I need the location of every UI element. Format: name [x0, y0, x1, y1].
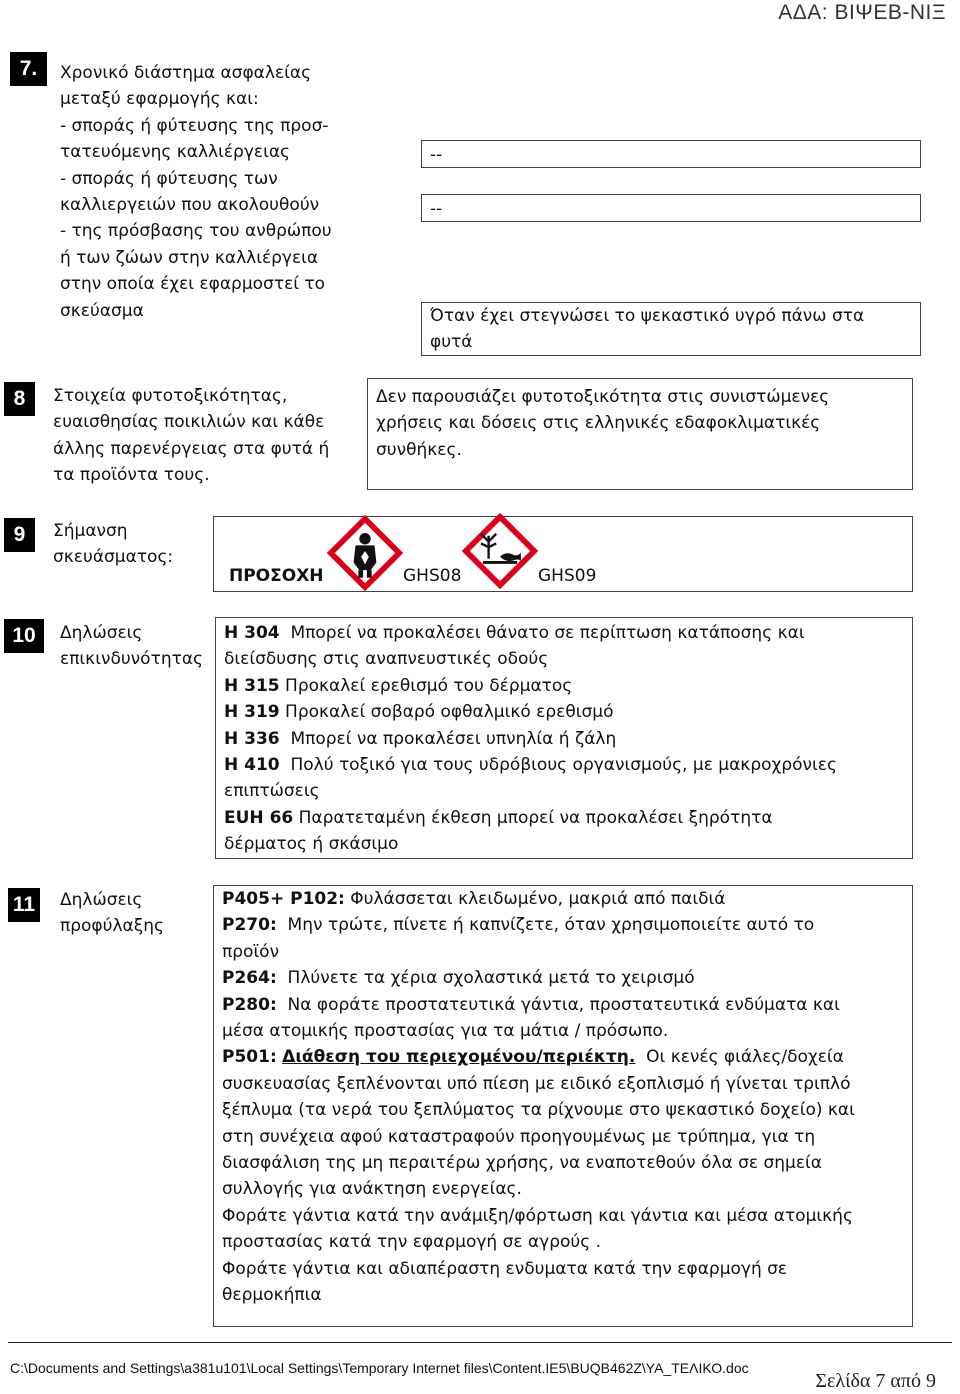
- precaution-text-cont: προϊόν: [222, 941, 280, 962]
- health-hazard-icon: [327, 515, 403, 591]
- pictogram-code-ghs08: GHS08: [403, 566, 462, 586]
- hazard-text: Μπορεί να προκαλέσει υπνηλία ή ζάλη: [290, 728, 617, 749]
- footer-file-path: C:\Documents and Settings\a381u101\Local Settings\Temporary Internet files\Content.IE5\BUQB462Z\ΥΑ_ΤΕΛΙΚΟ.doc: [10, 1360, 749, 1376]
- precaution-extra: Φοράτε γάντια και αδιαπέραστη ενδυματα κατά την εφαρμογή σε: [222, 1258, 788, 1279]
- section-number-11: 11: [8, 888, 40, 922]
- precaution-code: P501:: [222, 1047, 277, 1068]
- precaution-extra: προστασίας κατά την εφαρμογή σε αγρούς .: [222, 1232, 602, 1253]
- hazard-text: Μπορεί να προκαλέσει θάνατο σε περίπτωση κατάποσης και: [290, 623, 805, 643]
- section-number-8: 8: [4, 382, 35, 416]
- label-line: Δηλώσεις: [60, 623, 143, 643]
- hazard-statement: [224, 699, 904, 725]
- hazard-code: EUH 66: [224, 807, 294, 828]
- precaution-text-cont: στη συνέχεια αφού καταστραφούν προηγουμένως με τρύπημα, για τη: [222, 1126, 816, 1147]
- document-code: ΑΔΑ: ΒΙΨΕΒ-ΝΙΞ: [778, 1, 946, 24]
- hazard-statements-box: [215, 617, 913, 859]
- ghs08-pictogram: [327, 515, 403, 599]
- precaution-p270: P270: Μην τρώτε, πίνετε ή καπνίζετε, όταν χρησιμοποιείτε αυτό το: [222, 915, 815, 936]
- pictogram-code-ghs09: GHS09: [538, 566, 597, 586]
- precaution-code: P280:: [222, 994, 277, 1015]
- environment-hazard-icon: [462, 513, 538, 589]
- label-line: ευαισθησίας ποικιλιών και κάθε: [53, 412, 325, 433]
- section-number-10: 10: [4, 619, 44, 653]
- hazard-statement: [224, 620, 904, 646]
- value-box-crop: [421, 140, 921, 168]
- precaution-code: P270:: [222, 915, 277, 936]
- label-line: - σποράς ή φύτευσης της προσ-: [60, 115, 329, 136]
- hazard-code: H 315: [224, 675, 280, 696]
- precaution-text-cont: συσκευασίας ξεπλένονται υπό πίεση με ειδικό εξοπλισμό ή γίνεται τριπλό: [222, 1073, 851, 1094]
- precaution-p501: P501: Διάθεση του περιεχομένου/περιέκτη. Οι κενές φιάλες/δοχεία: [222, 1047, 844, 1068]
- value-line: Δεν παρουσιάζει φυτοτοξικότητα στις συνιστώμενες: [376, 387, 830, 407]
- value-crop: --: [430, 145, 443, 165]
- label-line: επικινδυνότητας: [60, 649, 204, 670]
- precaution-p405: P405+ P102: Φυλάσσεται κλειδωμένο, μακριά από παιδιά: [222, 889, 726, 909]
- hazard-text: Παρατεταμένη έκθεση μπορεί να προκαλέσει ξηρότητα: [298, 807, 773, 828]
- label-line: - της πρόσβασης του ανθρώπου: [60, 221, 332, 242]
- section-number-7: 7.: [10, 52, 47, 86]
- label-line: Χρονικό διάστημα ασφαλείας: [60, 63, 312, 83]
- label-line: - σποράς ή φύτευσης των: [60, 168, 278, 189]
- precaution-code: P405+ P102:: [222, 889, 345, 909]
- value-following: --: [430, 199, 443, 219]
- label-line: Στοιχεία φυτοτοξικότητας,: [53, 386, 288, 406]
- footer-rule: [8, 1342, 952, 1343]
- label-line: σκεύασμα: [60, 300, 144, 321]
- value-line: χρήσεις και δόσεις στις ελληνικές εδαφοκλιματικές: [376, 413, 821, 434]
- label-line: ή των ζώων στην καλλιέργεια: [60, 247, 319, 268]
- label-line: Δηλώσεις: [60, 890, 143, 910]
- label-line: καλλιεργειών που ακολουθούν: [60, 195, 320, 216]
- label-line: τατευόμενης καλλιέργειας: [60, 142, 291, 163]
- precaution-extra: θερμοκήπια: [222, 1285, 322, 1306]
- precaution-text-cont: ξέπλυμα (τα νερά του ξεπλύματος τα ρίχνουμε στο ψεκαστικό δοχείο) και: [222, 1100, 855, 1121]
- precautionary-statements-box: [213, 885, 913, 1327]
- section-number-9: 9: [4, 518, 35, 552]
- row9-label: [53, 518, 173, 571]
- hazard-statement: [224, 726, 904, 752]
- hazard-statement: [224, 805, 904, 831]
- hazard-statement: [224, 673, 904, 699]
- hazard-statement: [224, 752, 904, 778]
- hazard-text-cont: επιπτώσεις: [224, 781, 320, 802]
- label-line: στην οποία έχει εφαρμοστεί το: [60, 274, 326, 295]
- hazard-code: H 304: [224, 623, 280, 643]
- label-line: μεταξύ εφαρμογής και:: [60, 89, 259, 110]
- label-line: προφύλαξης: [60, 916, 164, 937]
- hazard-text: Προκαλεί σοβαρό οφθαλμικό ερεθισμό: [285, 702, 614, 723]
- ghs09-pictogram: [462, 513, 538, 597]
- row8-label: [53, 383, 329, 489]
- label-line: σκευάσματος:: [53, 547, 174, 568]
- value-box-access: [421, 302, 921, 356]
- precaution-p264: P264: Πλύνετε τα χέρια σχολαστικά μετά το χειρισμό: [222, 968, 695, 989]
- page-number: Σελίδα 7 από 9: [815, 1370, 936, 1392]
- label-line: Σήμανση: [53, 521, 128, 541]
- hazard-text: Πολύ τοξικό για τους υδρόβιους οργανισμούς, με μακροχρόνιες: [290, 755, 837, 776]
- value-line: συνθήκες.: [376, 439, 462, 460]
- hazard-text: Προκαλεί ερεθισμό του δέρματος: [285, 675, 573, 696]
- hazard-code: H 336: [224, 728, 280, 749]
- label-line: τα προϊόντα τους.: [53, 465, 210, 486]
- hazard-text-cont: διείσδυσης στις αναπνευστικές οδούς: [224, 649, 549, 670]
- precaution-text-cont: μέσα ατομικής προστασίας για τα μάτια / πρόσωπο.: [222, 1021, 669, 1042]
- signal-word: ΠΡΟΣΟΧΗ: [229, 566, 324, 586]
- phytotoxicity-box: [367, 378, 913, 490]
- hazard-code: H 319: [224, 702, 280, 723]
- label-line: άλλης παρενέργειας στα φυτά ή: [53, 438, 330, 459]
- precaution-text-cont: διασφάλιση της μη περαιτέρω χρήσης, να εναποτεθούν όλα σε σημεία: [222, 1153, 822, 1174]
- hazard-code: H 410: [224, 755, 280, 776]
- row11-label: [60, 887, 164, 940]
- value-box-following: [421, 194, 921, 222]
- precaution-text-cont: συλλογής για ανάκτηση ενεργείας.: [222, 1179, 522, 1200]
- hazard-text-cont: δέρματος ή σκάσιμο: [224, 834, 399, 855]
- value-access: Όταν έχει στεγνώσει το ψεκαστικό υγρό πάνω στα φυτά: [430, 306, 865, 353]
- precaution-code: P264:: [222, 968, 277, 989]
- precaution-p280: P280: Να φοράτε προστατευτικά γάντια, προστατευτικά ενδύματα και: [222, 994, 840, 1015]
- row7-label: [60, 60, 332, 324]
- row10-label: [60, 620, 203, 673]
- precaution-extra: Φοράτε γάντια κατά την ανάμιξη/φόρτωση και γάντια και μέσα ατομικής: [222, 1205, 853, 1226]
- precaution-title: Διάθεση του περιεχομένου/περιέκτη.: [282, 1047, 636, 1068]
